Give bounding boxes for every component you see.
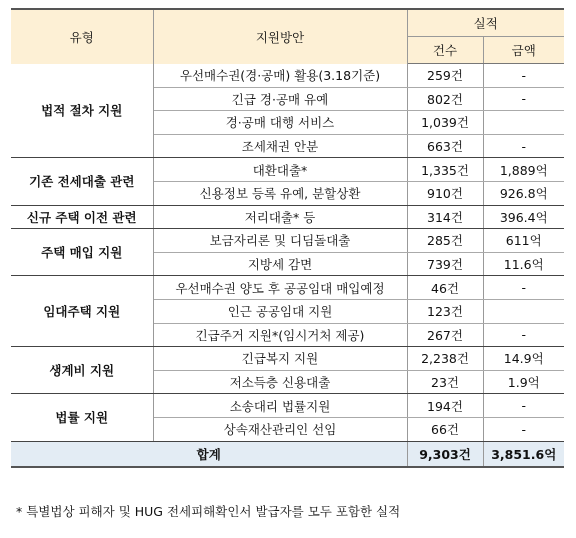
table-row xyxy=(11,158,564,182)
amount-cell: - xyxy=(483,323,564,347)
method-cell: 저소득층 신용대출 xyxy=(153,370,407,394)
category-cell: 임대주택 지원 xyxy=(11,276,153,347)
amount-cell: 1.9억 xyxy=(483,370,564,394)
amount-cell: 11.6억 xyxy=(483,252,564,276)
count-cell: 314건 xyxy=(407,205,483,229)
amount-cell xyxy=(483,299,564,323)
count-cell: 267건 xyxy=(407,323,483,347)
count-cell: 123건 xyxy=(407,299,483,323)
total-amount: 3,851.6억 xyxy=(483,441,564,467)
table-body xyxy=(11,64,564,467)
category-cell: 주택 매입 지원 xyxy=(11,229,153,276)
total-count: 9,303건 xyxy=(407,441,483,467)
header-amount: 금액 xyxy=(483,37,564,64)
count-cell: 910건 xyxy=(407,181,483,205)
header-method: 지원방안 xyxy=(153,9,407,64)
category-cell: 생계비 지원 xyxy=(11,347,153,394)
amount-cell: - xyxy=(483,276,564,300)
method-cell: 저리대출* 등 xyxy=(153,205,407,229)
table-row xyxy=(11,64,564,88)
count-cell: 663건 xyxy=(407,134,483,158)
amount-cell: - xyxy=(483,394,564,418)
method-cell: 지방세 감면 xyxy=(153,252,407,276)
count-cell: 1,039건 xyxy=(407,111,483,135)
count-cell: 66건 xyxy=(407,417,483,441)
amount-cell: 611억 xyxy=(483,229,564,253)
method-cell: 상속재산관리인 선임 xyxy=(153,417,407,441)
footnote: * 특별법상 피해자 및 HUG 전세피해확인서 발급자를 모두 포함한 실적 xyxy=(16,504,401,519)
amount-cell: - xyxy=(483,64,564,88)
table-row xyxy=(11,229,564,253)
count-cell: 802건 xyxy=(407,87,483,111)
method-cell: 대환대출* xyxy=(153,158,407,182)
count-cell: 23건 xyxy=(407,370,483,394)
method-cell: 인근 공공임대 지원 xyxy=(153,299,407,323)
amount-cell: 926.8억 xyxy=(483,181,564,205)
amount-cell xyxy=(483,111,564,135)
category-cell: 신규 주택 이전 관련 xyxy=(11,205,153,229)
method-cell: 보금자리론 및 디딤돌대출 xyxy=(153,229,407,253)
count-cell: 1,335건 xyxy=(407,158,483,182)
count-cell: 739건 xyxy=(407,252,483,276)
total-label: 합계 xyxy=(11,441,407,467)
method-cell: 조세채권 안분 xyxy=(153,134,407,158)
count-cell: 285건 xyxy=(407,229,483,253)
header-results: 실적 xyxy=(407,9,564,37)
count-cell: 46건 xyxy=(407,276,483,300)
amount-cell: 396.4억 xyxy=(483,205,564,229)
method-cell: 소송대리 법률지원 xyxy=(153,394,407,418)
method-cell: 우선매수권(경·공매) 활용(3.18기준) xyxy=(153,64,407,88)
count-cell: 194건 xyxy=(407,394,483,418)
method-cell: 경·공매 대행 서비스 xyxy=(153,111,407,135)
amount-cell: - xyxy=(483,417,564,441)
amount-cell: - xyxy=(483,134,564,158)
header-count: 건수 xyxy=(407,37,483,64)
method-cell: 긴급 경·공매 유예 xyxy=(153,87,407,111)
method-cell: 긴급주거 지원*(임시거처 제공) xyxy=(153,323,407,347)
table-row xyxy=(11,205,564,229)
method-cell: 긴급복지 지원 xyxy=(153,347,407,371)
count-cell: 2,238건 xyxy=(407,347,483,371)
method-cell: 신용정보 등록 유예, 분할상환 xyxy=(153,181,407,205)
support-results-table xyxy=(11,8,564,468)
count-cell: 259건 xyxy=(407,64,483,88)
total-row xyxy=(11,441,564,467)
category-cell: 법률 지원 xyxy=(11,394,153,441)
table-row xyxy=(11,276,564,300)
amount-cell: 1,889억 xyxy=(483,158,564,182)
table-row xyxy=(11,347,564,371)
method-cell: 우선매수권 양도 후 공공임대 매입예정 xyxy=(153,276,407,300)
header-type: 유형 xyxy=(11,9,153,64)
category-cell: 법적 절차 지원 xyxy=(11,64,153,158)
amount-cell: - xyxy=(483,87,564,111)
table-row xyxy=(11,394,564,418)
amount-cell: 14.9억 xyxy=(483,347,564,371)
category-cell: 기존 전세대출 관련 xyxy=(11,158,153,205)
